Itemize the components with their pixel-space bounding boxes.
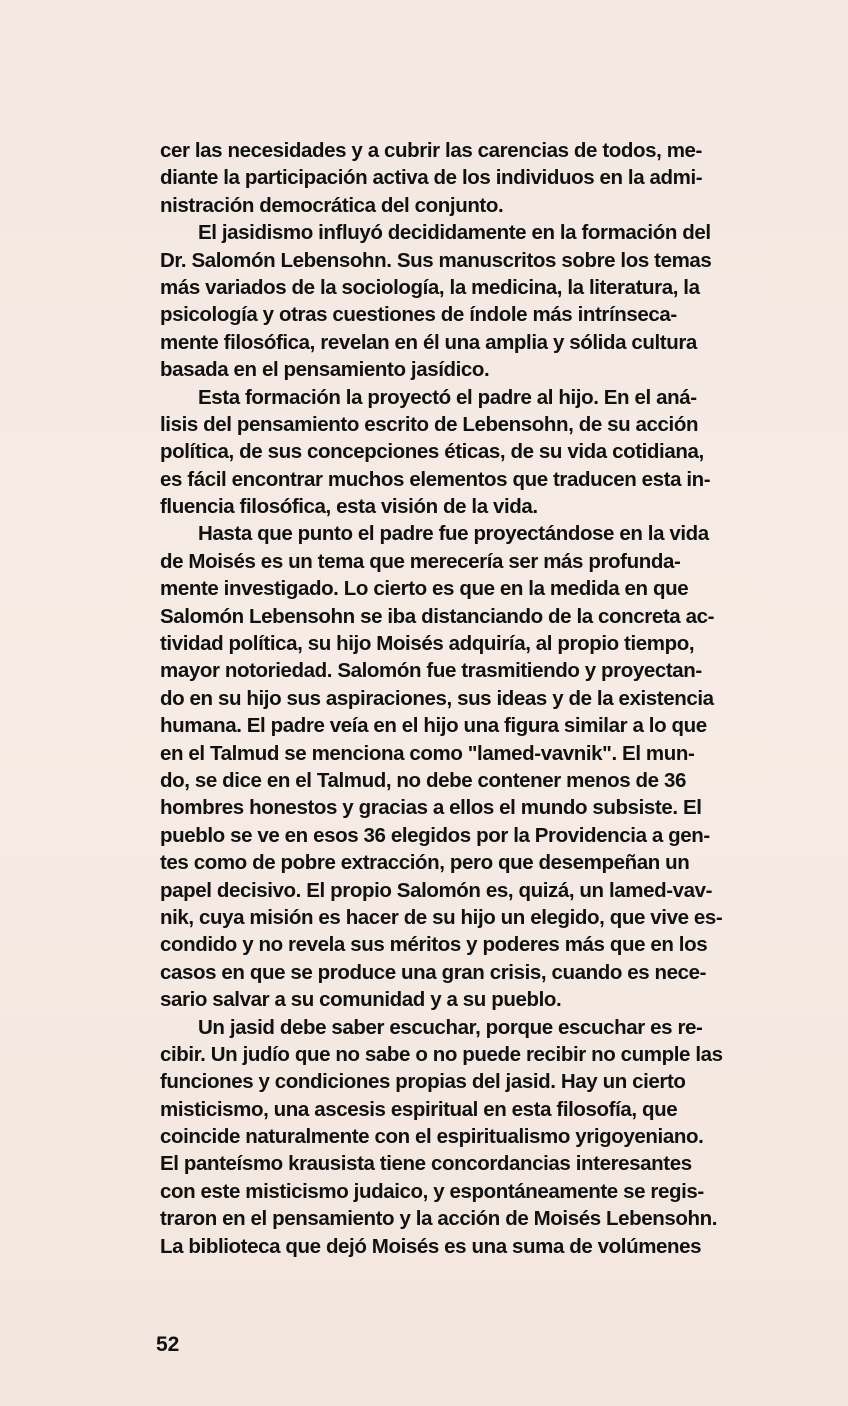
text-line: cibir. Un judío que no sabe o no puede recibir no cumple las [160,1042,723,1066]
text-line: política, de sus concepciones éticas, de su vida cotidiana, [160,440,704,464]
text-line: cer las necesidades y a cubrir las carencias de todos, me- [160,139,702,162]
text-line: nik, cuya misión es hacer de su hijo un elegido, que vive es- [160,905,723,929]
text-line: condido y no revela sus méritos y poderes más que en los [160,933,708,957]
text-line: El panteísmo krausista tiene concordancias interesantes [160,1152,692,1176]
text-line: El jasidismo influyó decididamente en la formación del [198,221,711,245]
text-line: más variados de la sociología, la medicina, la literatura, la [160,275,700,299]
text-line: hombres honestos y gracias a ellos el mundo subsiste. El [160,796,702,820]
text-line: coincide naturalmente con el espiritualismo yrigoyeniano. [160,1125,704,1149]
text-line: nistración democrática del conjunto. [160,193,504,217]
text-line: lisis del pensamiento escrito de Lebensohn, de su acción [160,412,699,436]
text-line: es fácil encontrar muchos elementos que traducen esta in- [160,467,711,491]
text-line: mente investigado. Lo cierto es que en la medida en que [160,577,689,601]
text-line: funciones y condiciones propias del jasid. Hay un cierto [160,1070,686,1094]
text-line: Dr. Salomón Lebensohn. Sus manuscritos sobre los temas [160,248,712,272]
text-line: sario salvar a su comunidad y a su pueblo. [160,988,562,1012]
page-number: 52 [156,1333,180,1356]
text-line: Hasta que punto el padre fue proyectándose en la vida [198,522,709,546]
text-line: tes como de pobre extracción, pero que desempeñan un [160,851,690,875]
text-line: Un jasid debe saber escuchar, porque escuchar es re- [198,1015,703,1039]
text-line: fluencia filosófica, esta visión de la vida. [160,495,538,519]
text-line: en el Talmud se menciona como "lamed-vavnik". El mun- [160,741,695,765]
text-line: mayor notoriedad. Salomón fue trasmitiendo y proyectan- [160,659,702,683]
text-line: misticismo, una ascesis espiritual en esta filosofía, que [160,1097,678,1121]
text-line: papel decisivo. El propio Salomón es, quizá, un lamed-vav- [160,878,713,902]
text-line: psicología y otras cuestiones de índole más intrínseca- [160,303,677,327]
text-line: mente filosófica, revelan en él una amplia y sólida cultura [160,330,697,354]
text-line: con este misticismo judaico, y espontáneamente se regis- [160,1179,704,1203]
body-text [160,137,788,1260]
text-line: do, se dice en el Talmud, no debe contener menos de 36 [160,768,686,792]
text-line: pueblo se ve en esos 36 elegidos por la Providencia a gen- [160,823,710,847]
text-line: diante la participación activa de los individuos en la admi- [160,166,703,190]
text-line: basada en el pensamiento jasídico. [160,358,490,382]
text-line: casos en que se produce una gran crisis, cuando es nece- [160,960,707,984]
text-line: tividad política, su hijo Moisés adquiría, al propio tiempo, [160,632,695,656]
text-line: La biblioteca que dejó Moisés es una suma de volúmenes [160,1234,702,1258]
text-line: traron en el pensamiento y la acción de Moisés Lebensohn. [160,1207,718,1231]
text-line: Esta formación la proyectó el padre al hijo. En el aná- [198,385,697,409]
text-line: humana. El padre veía en el hijo una figura similar a lo que [160,714,707,738]
text-line: Salomón Lebensohn se iba distanciando de la concreta ac- [160,604,715,628]
text-line: de Moisés es un tema que merecería ser más profunda- [160,549,681,573]
text-line: do en su hijo sus aspiraciones, sus ideas y de la existencia [160,686,714,710]
